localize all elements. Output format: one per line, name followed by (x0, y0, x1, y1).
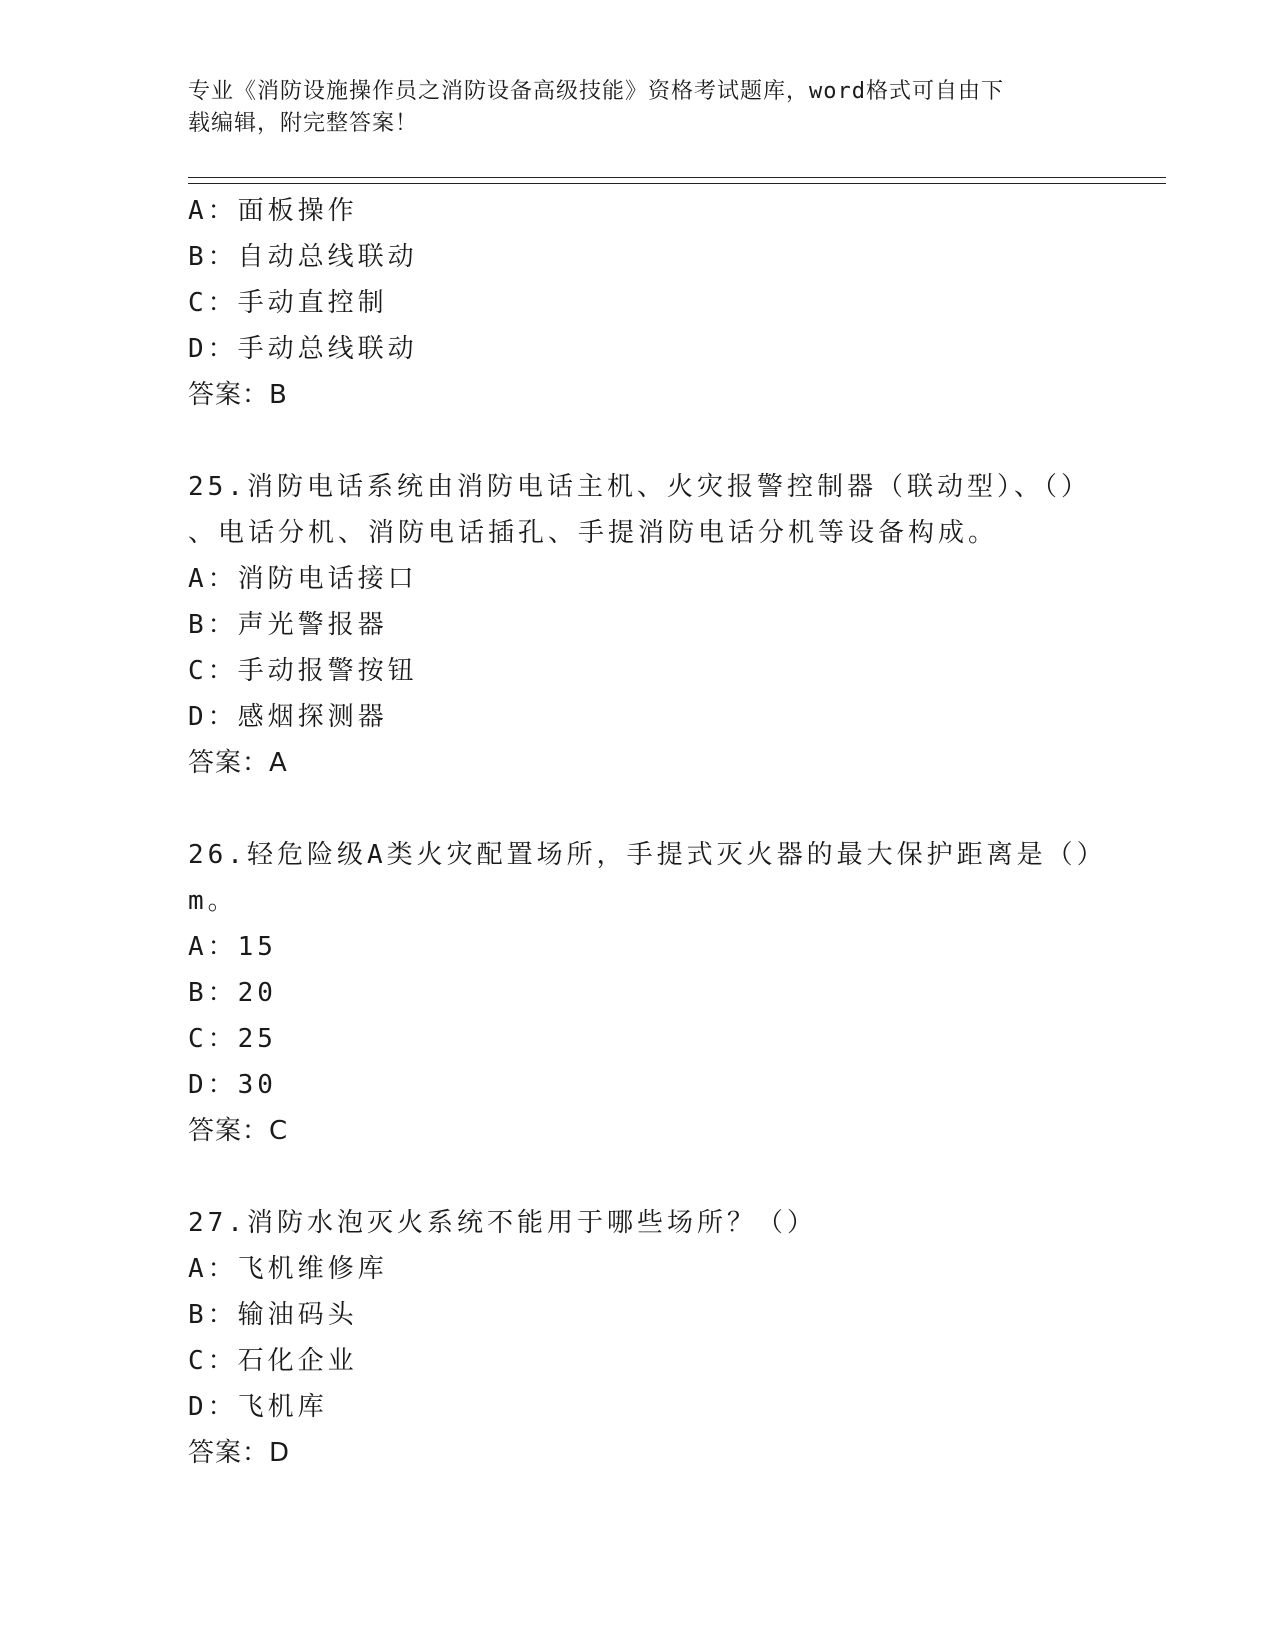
question-stem: 27.消防水泡灭火系统不能用于哪些场所？（） (188, 1208, 817, 1238)
option-a: A：15 (188, 932, 277, 962)
option-a: A：消防电话接口 (188, 564, 418, 594)
option-d: D：飞机库 (188, 1392, 328, 1422)
spacer (188, 786, 1088, 832)
question-stem: 26.轻危险级A类火灾配置场所，手提式灭火器的最大保护距离是（） (188, 840, 1107, 870)
option-c: C：25 (188, 1024, 277, 1054)
header-rule-bottom (188, 183, 1166, 184)
question-stem-continued: 、电话分机、消防电话插孔、手提消防电话分机等设备构成。 (188, 518, 999, 548)
option-a: A：飞机维修库 (188, 1254, 388, 1284)
question-26 (188, 832, 1107, 1154)
option-c: C：石化企业 (188, 1346, 358, 1376)
option-c: C：手动报警按钮 (188, 656, 418, 686)
spacer (188, 418, 1088, 464)
question-list (188, 188, 1107, 1476)
option-d: D：感烟探测器 (188, 702, 388, 732)
answer: 答案：A (188, 748, 288, 778)
option-a: A：面板操作 (188, 196, 358, 226)
header-line-2: 载编辑，附完整答案！ (188, 111, 419, 136)
answer: 答案：C (188, 1116, 289, 1146)
option-b: B：声光警报器 (188, 610, 388, 640)
option-d: D：手动总线联动 (188, 334, 418, 364)
option-b: B：输油码头 (188, 1300, 358, 1330)
answer: 答案：B (188, 380, 288, 410)
question-27 (188, 1200, 1088, 1476)
question-25 (188, 464, 1091, 786)
option-c: C：手动直控制 (188, 288, 388, 318)
document-header (188, 76, 1068, 140)
spacer (188, 1154, 1088, 1200)
question-stem-continued: m。 (188, 886, 238, 916)
header-line-1: 专业《消防设施操作员之消防设备高级技能》资格考试题库，word格式可自由下 (188, 79, 1004, 104)
answer: 答案：D (188, 1438, 291, 1468)
header-rule-top (188, 177, 1166, 178)
question-24-tail (188, 188, 1088, 418)
option-d: D：30 (188, 1070, 277, 1100)
question-stem: 25.消防电话系统由消防电话主机、火灾报警控制器（联动型）、（） (188, 472, 1091, 502)
option-b: B：20 (188, 978, 277, 1008)
option-b: B：自动总线联动 (188, 242, 418, 272)
